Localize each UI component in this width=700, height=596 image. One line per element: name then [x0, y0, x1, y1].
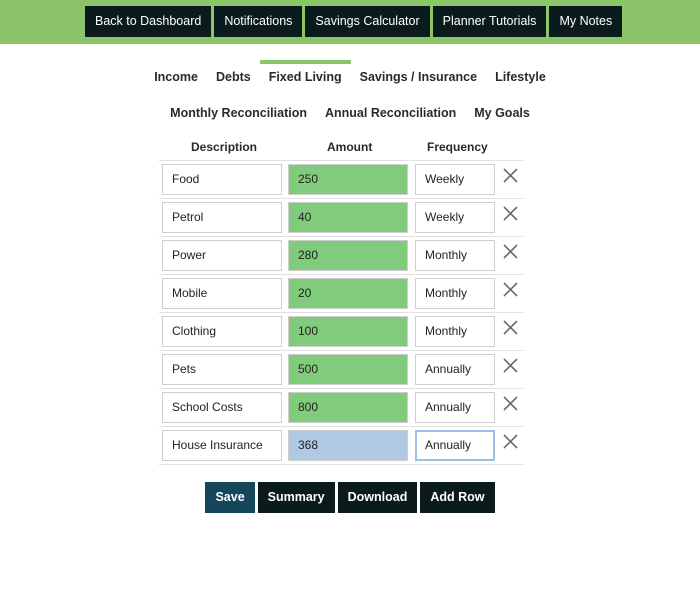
download-button[interactable]: Download	[338, 482, 418, 513]
tab-monthly-reconciliation[interactable]: Monthly Reconciliation	[170, 106, 307, 120]
close-icon[interactable]	[500, 280, 520, 300]
description-input[interactable]: Petrol	[162, 202, 282, 233]
description-input[interactable]: Power	[162, 240, 282, 271]
description-input[interactable]: Clothing	[162, 316, 282, 347]
close-icon[interactable]	[500, 242, 520, 262]
tab-debts[interactable]: Debts	[215, 70, 251, 84]
close-icon[interactable]	[500, 318, 520, 338]
frequency-select[interactable]: Monthly	[415, 240, 495, 271]
description-input[interactable]: Mobile	[162, 278, 282, 309]
tab-my-goals[interactable]: My Goals	[474, 106, 530, 120]
frequency-select[interactable]: Annually	[415, 430, 495, 461]
header-description: Description	[191, 140, 258, 154]
tab-annual-reconciliation[interactable]: Annual Reconciliation	[324, 106, 457, 120]
header-amount: Amount	[327, 140, 373, 154]
back-to-dashboard-button[interactable]: Back to Dashboard	[85, 6, 211, 37]
table-row	[159, 198, 523, 236]
amount-input[interactable]: 100	[288, 316, 408, 347]
tab-savings-insurance[interactable]: Savings / Insurance	[359, 70, 478, 84]
save-button[interactable]: Save	[205, 482, 254, 513]
frequency-select[interactable]: Annually	[415, 392, 495, 423]
top-bar	[0, 0, 700, 44]
add-row-button[interactable]: Add Row	[420, 482, 494, 513]
summary-button[interactable]: Summary	[258, 482, 335, 513]
close-icon[interactable]	[500, 204, 520, 224]
tab-fixed-living[interactable]: Fixed Living	[260, 60, 351, 92]
amount-input[interactable]: 800	[288, 392, 408, 423]
description-input[interactable]: Food	[162, 164, 282, 195]
close-icon[interactable]	[500, 356, 520, 376]
description-input[interactable]: School Costs	[162, 392, 282, 423]
frequency-select[interactable]: Monthly	[415, 278, 495, 309]
notifications-button[interactable]: Notifications	[214, 6, 302, 37]
expense-table	[159, 160, 523, 465]
frequency-select[interactable]: Weekly	[415, 202, 495, 233]
amount-input[interactable]: 20	[288, 278, 408, 309]
amount-input[interactable]: 500	[288, 354, 408, 385]
frequency-select[interactable]: Annually	[415, 354, 495, 385]
frequency-select[interactable]: Weekly	[415, 164, 495, 195]
description-input[interactable]: House Insurance	[162, 430, 282, 461]
amount-input[interactable]: 280	[288, 240, 408, 271]
close-icon[interactable]	[500, 166, 520, 186]
amount-input[interactable]: 250	[288, 164, 408, 195]
table-row	[159, 160, 523, 198]
top-nav	[85, 6, 622, 37]
tab-income[interactable]: Income	[154, 70, 198, 84]
table-row	[159, 388, 523, 426]
header-frequency: Frequency	[427, 140, 488, 154]
tab-lifestyle[interactable]: Lifestyle	[495, 70, 546, 84]
my-notes-button[interactable]: My Notes	[549, 6, 622, 37]
tabs-row-1	[0, 60, 700, 92]
amount-input[interactable]: 40	[288, 202, 408, 233]
savings-calculator-button[interactable]: Savings Calculator	[305, 6, 429, 37]
table-row	[159, 274, 523, 312]
amount-input[interactable]: 368	[288, 430, 408, 461]
table-row	[159, 350, 523, 388]
tabs-row-2	[0, 96, 700, 128]
table-row	[159, 426, 523, 465]
table-header	[160, 140, 522, 156]
table-row	[159, 236, 523, 274]
action-bar	[0, 482, 700, 513]
close-icon[interactable]	[500, 394, 520, 414]
description-input[interactable]: Pets	[162, 354, 282, 385]
close-icon[interactable]	[500, 432, 520, 452]
planner-tutorials-button[interactable]: Planner Tutorials	[433, 6, 547, 37]
frequency-select[interactable]: Monthly	[415, 316, 495, 347]
table-row	[159, 312, 523, 350]
